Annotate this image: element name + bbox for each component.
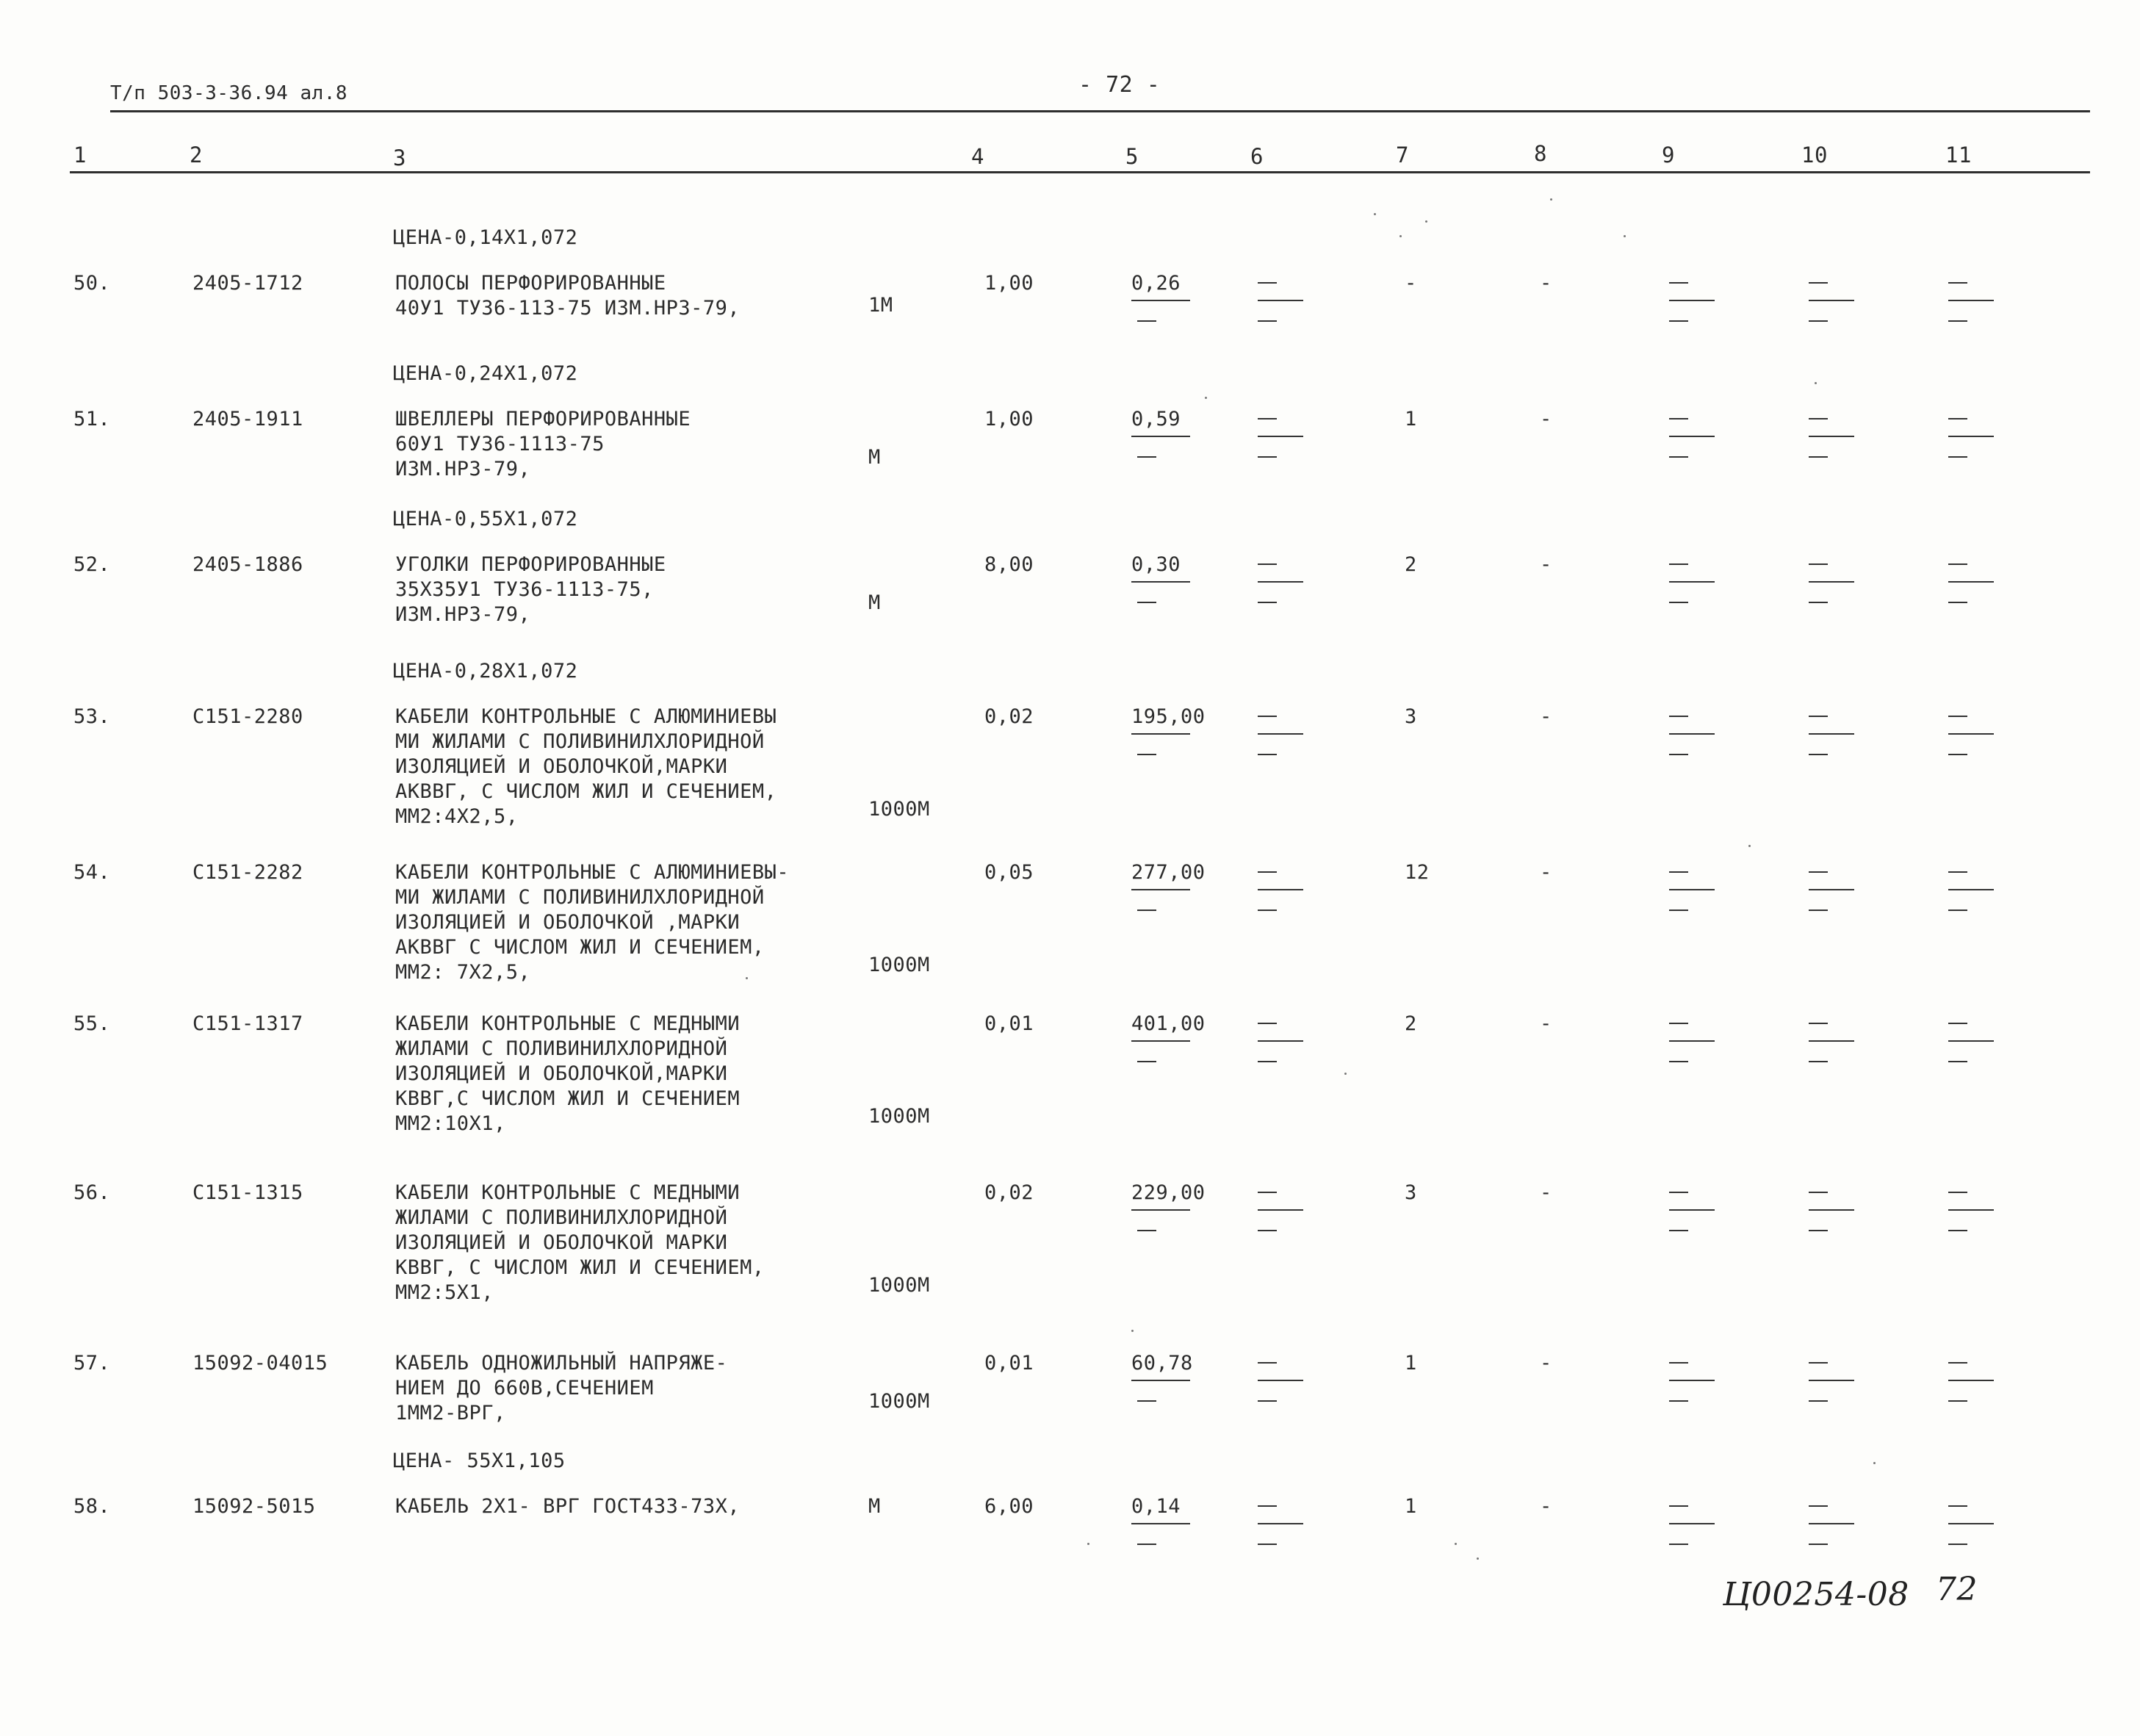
- description-line: КВВГ,С ЧИСЛОМ ЖИЛ И СЕЧЕНИЕМ: [395, 1087, 741, 1110]
- description-line: КАБЕЛЬ ОДНОЖИЛЬНЫЙ НАПРЯЖЕ-: [395, 1352, 728, 1375]
- description-line: КВВГ, С ЧИСЛОМ ЖИЛ И СЕЧЕНИЕМ,: [395, 1256, 765, 1279]
- col9-dash: [1669, 282, 1688, 284]
- quantity-value: 0,01: [984, 1352, 1034, 1375]
- quantity-value: 1,00: [984, 272, 1034, 295]
- col10-underline: [1809, 889, 1854, 890]
- resource-code: С151-2282: [192, 861, 303, 884]
- col6-sub-dash: [1258, 602, 1277, 603]
- col8-value: -: [1540, 1495, 1552, 1518]
- col10-dash: [1809, 1023, 1828, 1024]
- scan-speck: [1087, 1543, 1089, 1545]
- col9-underline: [1669, 1209, 1715, 1211]
- col6-dash: [1258, 1192, 1277, 1193]
- col11-sub-dash: [1948, 1400, 1967, 1402]
- col9-sub-dash: [1669, 602, 1688, 603]
- col11-sub-dash: [1948, 602, 1967, 603]
- description-line: АКВВГ, С ЧИСЛОМ ЖИЛ И СЕЧЕНИЕМ,: [395, 780, 777, 803]
- col9-underline: [1669, 1523, 1715, 1524]
- unit-price-value: 401,00: [1131, 1012, 1206, 1035]
- description-line: ММ2:5Х1,: [395, 1281, 494, 1304]
- col-header-6: 6: [1250, 144, 1264, 169]
- unit-price-value: 277,00: [1131, 861, 1206, 884]
- resource-code: С151-2280: [192, 705, 303, 728]
- col6-underline: [1258, 436, 1303, 437]
- col6-underline: [1258, 581, 1303, 583]
- unit: 1М: [868, 294, 893, 317]
- quantity-value: 0,01: [984, 1012, 1034, 1035]
- description-line: ПОЛОСЫ ПЕРФОРИРОВАННЫЕ: [395, 272, 666, 295]
- col10-dash: [1809, 1362, 1828, 1364]
- resource-code: 2405-1911: [192, 408, 303, 431]
- row-number: 54.: [73, 861, 111, 884]
- unit: М: [868, 446, 881, 469]
- col11-dash: [1948, 418, 1967, 419]
- unit: 1000М: [868, 954, 930, 976]
- col6-dash: [1258, 1362, 1277, 1364]
- col-header-9: 9: [1662, 143, 1675, 168]
- col9-dash: [1669, 1362, 1688, 1364]
- col6-sub-dash: [1258, 1061, 1277, 1062]
- col11-dash: [1948, 282, 1967, 284]
- col9-underline: [1669, 733, 1715, 735]
- description-line: НИЕМ ДО 660В,СЕЧЕНИЕМ: [395, 1377, 654, 1400]
- description-line: ИЗОЛЯЦИЕЙ И ОБОЛОЧКОЙ,МАРКИ: [395, 755, 728, 778]
- price-underline: [1131, 436, 1190, 437]
- col9-underline: [1669, 436, 1715, 437]
- description-line: МИ ЖИЛАМИ С ПОЛИВИНИЛХЛОРИДНОЙ: [395, 730, 765, 753]
- description-line: КАБЕЛИ КОНТРОЛЬНЫЕ С АЛЮМИНИЕВЫ: [395, 705, 777, 728]
- col11-dash: [1948, 563, 1967, 565]
- price-underline: [1131, 1040, 1190, 1042]
- scan-speck: [1748, 845, 1751, 847]
- col6-sub-dash: [1258, 1230, 1277, 1231]
- col7-value: 2: [1405, 1012, 1417, 1035]
- price-sub-dash: [1137, 1544, 1156, 1545]
- price-underline: [1131, 1380, 1190, 1381]
- col10-sub-dash: [1809, 602, 1828, 603]
- col10-underline: [1809, 1040, 1854, 1042]
- col9-dash: [1669, 1505, 1688, 1507]
- price-underline: [1131, 1209, 1190, 1211]
- col8-value: -: [1540, 1181, 1552, 1204]
- row-number: 52.: [73, 553, 111, 576]
- col10-sub-dash: [1809, 1544, 1828, 1545]
- col11-underline: [1948, 581, 1994, 583]
- handwritten-signature: Ц00254-08: [1723, 1576, 1909, 1613]
- col6-dash: [1258, 418, 1277, 419]
- col6-dash: [1258, 282, 1277, 284]
- col8-value: -: [1540, 705, 1552, 728]
- quantity-value: 0,02: [984, 705, 1034, 728]
- col10-sub-dash: [1809, 1230, 1828, 1231]
- col-header-4: 4: [971, 144, 984, 169]
- col10-underline: [1809, 436, 1854, 437]
- col11-sub-dash: [1948, 320, 1967, 322]
- col11-underline: [1948, 1040, 1994, 1042]
- row-number: 51.: [73, 408, 111, 431]
- description-line: АКВВГ С ЧИСЛОМ ЖИЛ И СЕЧЕНИЕМ,: [395, 936, 765, 959]
- row-number: 53.: [73, 705, 111, 728]
- col6-underline: [1258, 300, 1303, 301]
- col10-sub-dash: [1809, 754, 1828, 755]
- col6-dash: [1258, 716, 1277, 717]
- col6-sub-dash: [1258, 456, 1277, 458]
- row-number: 56.: [73, 1181, 111, 1204]
- description-line: КАБЕЛИ КОНТРОЛЬНЫЕ С МЕДНЫМИ: [395, 1181, 741, 1204]
- col7-value: 3: [1405, 705, 1417, 728]
- resource-code: 2405-1712: [192, 272, 303, 295]
- description-line: 1ММ2-ВРГ,: [395, 1402, 506, 1425]
- col10-underline: [1809, 733, 1854, 735]
- col6-sub-dash: [1258, 320, 1277, 322]
- resource-code: С151-1317: [192, 1012, 303, 1035]
- col9-dash: [1669, 871, 1688, 873]
- description-line: УГОЛКИ ПЕРФОРИРОВАННЫЕ: [395, 553, 666, 576]
- resource-code: 15092-04015: [192, 1352, 328, 1375]
- scan-speck: [1399, 235, 1402, 237]
- price-sub-dash: [1137, 602, 1156, 603]
- col6-sub-dash: [1258, 754, 1277, 755]
- col9-dash: [1669, 1192, 1688, 1193]
- col11-dash: [1948, 1192, 1967, 1193]
- resource-code: С151-1315: [192, 1181, 303, 1204]
- unit: 1000М: [868, 1105, 930, 1128]
- price-sub-dash: [1137, 754, 1156, 755]
- col9-sub-dash: [1669, 910, 1688, 911]
- col6-dash: [1258, 563, 1277, 565]
- col10-dash: [1809, 282, 1828, 284]
- col9-sub-dash: [1669, 1061, 1688, 1062]
- col10-dash: [1809, 1192, 1828, 1193]
- col9-underline: [1669, 889, 1715, 890]
- handwritten-page-number: 72: [1936, 1571, 1978, 1608]
- scan-speck: [1425, 220, 1427, 223]
- description-line: КАБЕЛИ КОНТРОЛЬНЫЕ С АЛЮМИНИЕВЫ-: [395, 861, 790, 884]
- col10-dash: [1809, 563, 1828, 565]
- col6-underline: [1258, 1040, 1303, 1042]
- quantity-value: 0,02: [984, 1181, 1034, 1204]
- scan-speck: [1455, 1543, 1457, 1545]
- col10-sub-dash: [1809, 1400, 1828, 1402]
- col11-underline: [1948, 1523, 1994, 1524]
- col9-dash: [1669, 418, 1688, 419]
- price-note: ЦЕНА-0,24Х1,072: [393, 362, 578, 385]
- description-line: ММ2: 7Х2,5,: [395, 961, 531, 984]
- scan-speck: [1131, 1330, 1134, 1332]
- quantity-value: 6,00: [984, 1495, 1034, 1518]
- unit-price-value: 0,14: [1131, 1495, 1181, 1518]
- description-line: КАБЕЛЬ 2Х1- ВРГ ГОСТ433-73Х,: [395, 1495, 741, 1518]
- row-number: 55.: [73, 1012, 111, 1035]
- col10-dash: [1809, 871, 1828, 873]
- col9-underline: [1669, 1040, 1715, 1042]
- page-number: - 72 -: [1078, 72, 1161, 98]
- description-line: ИЗОЛЯЦИЕЙ И ОБОЛОЧКОЙ МАРКИ: [395, 1231, 728, 1254]
- quantity-value: 8,00: [984, 553, 1034, 576]
- description-line: ИЗОЛЯЦИЕЙ И ОБОЛОЧКОЙ ,МАРКИ: [395, 911, 741, 934]
- row-number: 58.: [73, 1495, 111, 1518]
- col10-underline: [1809, 1380, 1854, 1381]
- price-sub-dash: [1137, 910, 1156, 911]
- unit-price-value: 60,78: [1131, 1352, 1193, 1375]
- col11-sub-dash: [1948, 1061, 1967, 1062]
- col6-underline: [1258, 1523, 1303, 1524]
- col8-value: -: [1540, 553, 1552, 576]
- col10-underline: [1809, 581, 1854, 583]
- col10-dash: [1809, 418, 1828, 419]
- scan-speck: [1550, 198, 1552, 201]
- description-line: 60У1 ТУ36-1113-75: [395, 433, 605, 455]
- col10-sub-dash: [1809, 456, 1828, 458]
- col-header-3: 3: [393, 145, 406, 170]
- col10-underline: [1809, 1523, 1854, 1524]
- unit: М: [868, 591, 881, 614]
- col7-value: -: [1405, 272, 1417, 295]
- col9-sub-dash: [1669, 320, 1688, 322]
- price-underline: [1131, 300, 1190, 301]
- col6-dash: [1258, 871, 1277, 873]
- unit: 1000М: [868, 798, 930, 821]
- unit-price-value: 0,30: [1131, 553, 1181, 576]
- col6-underline: [1258, 733, 1303, 735]
- col-header-7: 7: [1396, 143, 1409, 168]
- col7-value: 3: [1405, 1181, 1417, 1204]
- col11-underline: [1948, 1380, 1994, 1381]
- col6-underline: [1258, 889, 1303, 890]
- scan-speck: [746, 977, 748, 979]
- col9-underline: [1669, 581, 1715, 583]
- col7-value: 1: [1405, 1352, 1417, 1375]
- col11-dash: [1948, 1505, 1967, 1507]
- col9-dash: [1669, 563, 1688, 565]
- scan-speck: [1477, 1557, 1479, 1560]
- col10-underline: [1809, 300, 1854, 301]
- quantity-value: 1,00: [984, 408, 1034, 431]
- price-underline: [1131, 733, 1190, 735]
- scan-speck: [1205, 397, 1207, 399]
- description-line: МИ ЖИЛАМИ С ПОЛИВИНИЛХЛОРИДНОЙ: [395, 886, 765, 909]
- scan-speck: [1374, 213, 1376, 215]
- col7-value: 1: [1405, 1495, 1417, 1518]
- scan-speck: [1815, 382, 1817, 384]
- col6-sub-dash: [1258, 1544, 1277, 1545]
- description-line: ЖИЛАМИ С ПОЛИВИНИЛХЛОРИДНОЙ: [395, 1037, 728, 1060]
- col9-sub-dash: [1669, 1230, 1688, 1231]
- description-line: ШВЕЛЛЕРЫ ПЕРФОРИРОВАННЫЕ: [395, 408, 691, 431]
- col6-sub-dash: [1258, 910, 1277, 911]
- col8-value: -: [1540, 408, 1552, 431]
- col11-underline: [1948, 733, 1994, 735]
- description-line: ИЗОЛЯЦИЕЙ И ОБОЛОЧКОЙ,МАРКИ: [395, 1062, 728, 1085]
- col-header-8: 8: [1534, 141, 1547, 166]
- col9-sub-dash: [1669, 1400, 1688, 1402]
- description-line: КАБЕЛИ КОНТРОЛЬНЫЕ С МЕДНЫМИ: [395, 1012, 741, 1035]
- resource-code: 15092-5015: [192, 1495, 316, 1518]
- description-line: ИЗМ.НР3-79,: [395, 603, 531, 626]
- unit-price-value: 195,00: [1131, 705, 1206, 728]
- col-header-2: 2: [190, 143, 203, 168]
- col10-underline: [1809, 1209, 1854, 1211]
- col6-underline: [1258, 1209, 1303, 1211]
- row-number: 50.: [73, 272, 111, 295]
- price-sub-dash: [1137, 320, 1156, 322]
- price-underline: [1131, 1523, 1190, 1524]
- col7-value: 2: [1405, 553, 1417, 576]
- unit-price-value: 229,00: [1131, 1181, 1206, 1204]
- description-line: ИЗМ.НР3-79,: [395, 458, 531, 480]
- col11-dash: [1948, 871, 1967, 873]
- price-sub-dash: [1137, 1230, 1156, 1231]
- col10-sub-dash: [1809, 1061, 1828, 1062]
- unit-price-value: 0,26: [1131, 272, 1181, 295]
- resource-code: 2405-1886: [192, 553, 303, 576]
- col11-sub-dash: [1948, 1230, 1967, 1231]
- col9-underline: [1669, 1380, 1715, 1381]
- price-note: ЦЕНА-0,55Х1,072: [393, 508, 578, 530]
- col9-dash: [1669, 716, 1688, 717]
- scan-speck: [1873, 1462, 1876, 1464]
- price-note: ЦЕНА- 55Х1,105: [393, 1449, 566, 1472]
- description-line: ЖИЛАМИ С ПОЛИВИНИЛХЛОРИДНОЙ: [395, 1206, 728, 1229]
- top-rule: [110, 110, 2090, 112]
- scan-speck: [1624, 235, 1626, 237]
- price-underline: [1131, 889, 1190, 890]
- doc-code: Т/п 503-3-36.94 ал.8: [110, 82, 348, 104]
- header-rule: [70, 171, 2090, 173]
- col11-sub-dash: [1948, 754, 1967, 755]
- col-header-1: 1: [73, 143, 87, 168]
- price-sub-dash: [1137, 1400, 1156, 1402]
- col11-underline: [1948, 436, 1994, 437]
- col-header-10: 10: [1801, 143, 1828, 168]
- col10-dash: [1809, 716, 1828, 717]
- col9-sub-dash: [1669, 754, 1688, 755]
- col11-underline: [1948, 889, 1994, 890]
- col11-sub-dash: [1948, 910, 1967, 911]
- col11-underline: [1948, 300, 1994, 301]
- price-sub-dash: [1137, 1061, 1156, 1062]
- col10-dash: [1809, 1505, 1828, 1507]
- col8-value: -: [1540, 1012, 1552, 1035]
- col6-dash: [1258, 1505, 1277, 1507]
- description-line: ММ2:10Х1,: [395, 1112, 506, 1135]
- row-number: 57.: [73, 1352, 111, 1375]
- price-sub-dash: [1137, 456, 1156, 458]
- col10-sub-dash: [1809, 320, 1828, 322]
- col7-value: 12: [1405, 861, 1430, 884]
- scan-speck: [1344, 1073, 1347, 1075]
- col11-sub-dash: [1948, 456, 1967, 458]
- col9-sub-dash: [1669, 456, 1688, 458]
- description-line: 40У1 ТУ36-113-75 ИЗМ.НР3-79,: [395, 297, 741, 320]
- col11-dash: [1948, 1023, 1967, 1024]
- col10-sub-dash: [1809, 910, 1828, 911]
- unit: 1000М: [868, 1390, 930, 1413]
- price-underline: [1131, 581, 1190, 583]
- description-line: ММ2:4Х2,5,: [395, 805, 519, 828]
- col11-sub-dash: [1948, 1544, 1967, 1545]
- col9-sub-dash: [1669, 1544, 1688, 1545]
- price-note: ЦЕНА-0,14Х1,072: [393, 226, 578, 249]
- col11-dash: [1948, 1362, 1967, 1364]
- col9-underline: [1669, 300, 1715, 301]
- col8-value: -: [1540, 861, 1552, 884]
- unit: М: [868, 1495, 881, 1518]
- col-header-5: 5: [1125, 144, 1139, 169]
- price-note: ЦЕНА-0,28Х1,072: [393, 660, 578, 682]
- unit-price-value: 0,59: [1131, 408, 1181, 431]
- unit: 1000М: [868, 1274, 930, 1297]
- col6-dash: [1258, 1023, 1277, 1024]
- col6-underline: [1258, 1380, 1303, 1381]
- quantity-value: 0,05: [984, 861, 1034, 884]
- col8-value: -: [1540, 1352, 1552, 1375]
- col11-dash: [1948, 716, 1967, 717]
- col6-sub-dash: [1258, 1400, 1277, 1402]
- col7-value: 1: [1405, 408, 1417, 431]
- col-header-11: 11: [1945, 143, 1972, 168]
- col9-dash: [1669, 1023, 1688, 1024]
- col11-underline: [1948, 1209, 1994, 1211]
- description-line: 35Х35У1 ТУ36-1113-75,: [395, 578, 654, 601]
- col8-value: -: [1540, 272, 1552, 295]
